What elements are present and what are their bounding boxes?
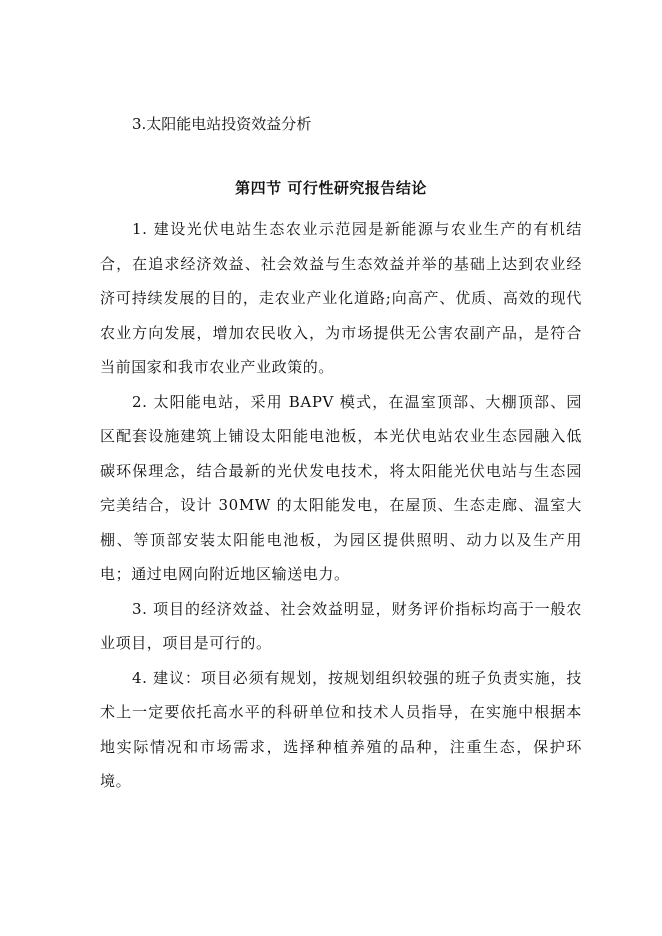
paragraph-4: 4. 建议：项目必须有规划，按规划组织较强的班子负责实施，技术上一定要依托高水平的科研单位和技术人员指导，在实施中根据本地实际情况和市场需求，选择种植养殖的品种，注重生态，保护环境。	[100, 668, 582, 790]
paragraph-3: 3. 项目的经济效益、社会效益明显，财务评价指标均高于一般农业项目，项目是可行的。	[100, 599, 582, 652]
conclusion-body	[100, 212, 582, 799]
section-title: 第四节 可行性研究报告结论	[235, 179, 427, 197]
subheading-investment-analysis: 3.太阳能电站投资效益分析	[132, 115, 312, 133]
paragraph-2: 2. 太阳能电站，采用 BAPV 模式，在温室顶部、大棚顶部、园区配套设施建筑上铺设太阳能电池板，本光伏电站农业生态园融入低碳环保理念，结合最新的光伏发电技术，将太阳能光伏电站与生态园完美结合，设计 30MW 的太阳能发电，在屋顶、生态走廊、温室大棚、等顶部安装太阳能电池板，为园区提供照明、动力以及生产用电；通过电网向附近地区输送电力。	[100, 392, 582, 583]
paragraph-1: 1. 建设光伏电站生态农业示范园是新能源与农业生产的有机结合，在追求经济效益、社会效益与生态效益并举的基础上达到农业经济可持续发展的目的，走农业产业化道路;向高产、优质、高效的现代农业方向发展，增加农民收入，为市场提供无公害农副产品，是符合当前国家和我市农业产业政策的。	[100, 220, 582, 376]
